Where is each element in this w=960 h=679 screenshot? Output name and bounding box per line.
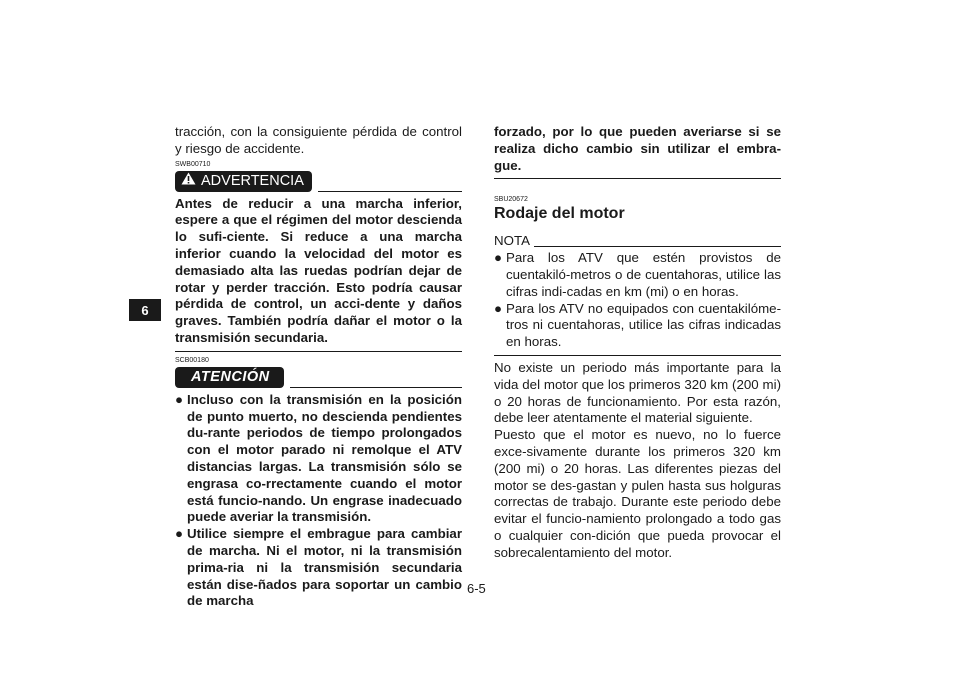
warning-rule <box>318 191 462 192</box>
intro-text: tracción, con la consiguiente pérdida de control y riesgo de accidente. <box>175 124 462 156</box>
bullet-icon: ● <box>494 300 503 316</box>
note-rule <box>534 246 781 247</box>
note-end-rule <box>494 355 781 356</box>
note-header <box>494 233 781 250</box>
caution-label: ATENCIÓN <box>191 368 270 385</box>
paragraph-1: No existe un periodo más importante para la vida del motor que los primeros 320 km (200 mi) o 20 horas de funcionamiento. Por esta razón, debe leer atentamente el material siguiente. <box>494 359 781 426</box>
caution-code: SCB00180 <box>175 356 209 364</box>
bullet-icon: ● <box>494 250 503 266</box>
note-list <box>494 250 781 351</box>
caution-header <box>175 367 462 388</box>
chapter-tab: 6 <box>129 299 161 321</box>
section-title: Rodaje del motor <box>494 205 625 223</box>
list-item <box>175 526 462 610</box>
caution-rule <box>290 387 462 388</box>
warning-badge <box>175 171 312 192</box>
warning-text: Antes de reducir a una marcha inferior, espere a que el régimen del motor descienda lo sufi-ciente. Si reduce a una marcha inferior cuando la velocidad del motor es demasiado alta las ruedas podrían dejar de rotar y perder tracción. Esto podría causar pérdida de control, un acci-dente y daños graves. También podría dañar el motor o la transmisión secundaria. <box>175 195 462 345</box>
list-item <box>494 301 781 351</box>
warning-end-rule <box>175 351 462 352</box>
caution-item-1: Incluso con la transmisión en la posición de punto muerto, no descienda pendientes du-rante periodos de tiempo prolongados con el motor parado ni remolque el ATV distancias largas. La transmisión sólo se engrasa co-rrectamente cuando el motor está funcio-nando. Un engrase inadecuado puede averiar la transmisión. <box>187 391 462 525</box>
caution-list <box>175 392 462 610</box>
right-column <box>494 124 781 562</box>
section-code: SBU20672 <box>494 196 528 204</box>
list-item <box>494 250 781 300</box>
caution-item-2: Utilice siempre el embrague para cambiar de marcha. Ni el motor, ni la transmisión prima-ria ni la transmisión secundaria están dise-ñados para soportar un cambio de marcha <box>187 526 462 609</box>
paragraph-2: Puesto que el motor es nuevo, no lo fuerce exce-sivamente durante los primeros 320 km (200 mi) o 20 horas. Las diferentes piezas del motor se des-gastan y pulen hasta sus holguras correctas de trabajo. Durante este periodo debe evitar el funcio-namiento prolongado a todo gas o cualquier con-dición que pueda provocar el sobrecalentamiento del motor. <box>494 427 781 560</box>
note-item-1: Para los ATV que estén provistos de cuentakiló-metros o de cuentahoras, utilice las cifras indi-cadas en km (mi) o en horas. <box>506 250 781 299</box>
warning-header <box>175 171 462 192</box>
caution-end-rule <box>494 178 781 179</box>
page-number: 6-5 <box>467 581 486 596</box>
left-column <box>175 124 462 610</box>
note-label: NOTA <box>494 233 530 249</box>
list-item <box>175 392 462 526</box>
warning-label: ADVERTENCIA <box>201 172 304 189</box>
warning-triangle-icon <box>181 172 196 190</box>
warning-code: SWB00710 <box>175 160 211 168</box>
bullet-icon: ● <box>175 526 184 542</box>
caution-badge <box>175 367 284 388</box>
note-item-2: Para los ATV no equipados con cuentakilóme-tros ni cuentahoras, utilice las cifras indicadas en horas. <box>506 300 781 350</box>
caution-continued-text: forzado, por lo que pueden averiarse si se realiza dicho cambio sin utilizar el embra-gue. <box>494 124 781 173</box>
bullet-icon: ● <box>175 391 184 407</box>
